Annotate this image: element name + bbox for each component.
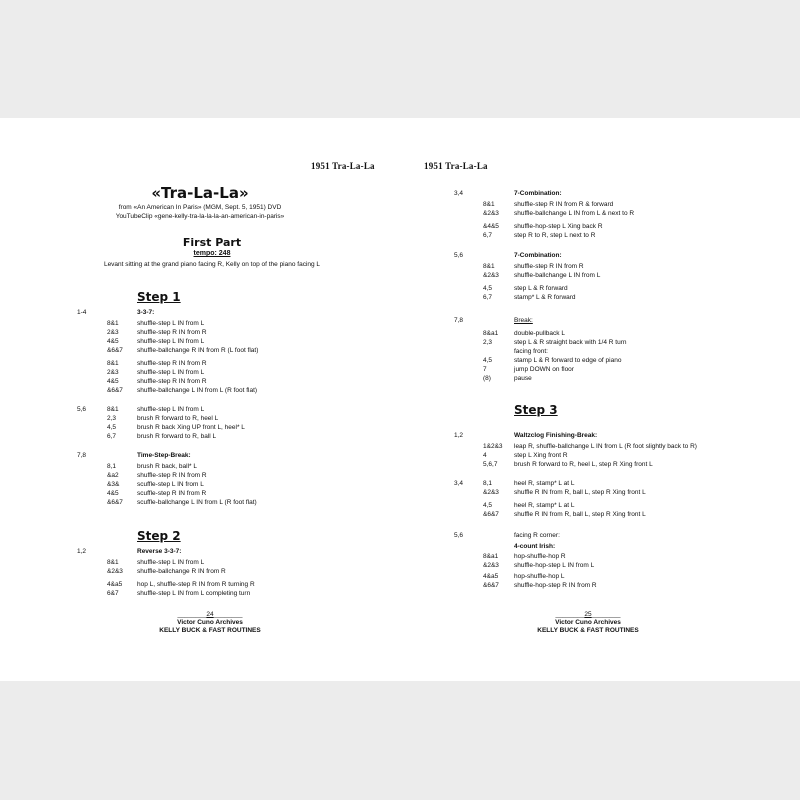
step-description: shuffle-hop-step L IN from L [514, 562, 595, 569]
phrase-count: 3,4 [454, 190, 464, 197]
beat-count: 4 [483, 452, 487, 459]
beat-count: 4,5 [483, 285, 493, 292]
phrase-count: 7,8 [454, 317, 464, 324]
step-description: scuffle-ballchange L IN from L (R foot flat) [137, 499, 257, 506]
beat-count: 8,1 [107, 463, 117, 470]
step-description: step L & R straight back with 1/4 R turn [514, 339, 627, 346]
left-footer: ________24________ Victor Cuno Archives KELLY BUCK & FAST ROUTINES [110, 611, 310, 635]
step-description: heel R, stamp* L at L [514, 502, 575, 509]
right-footer: ________25________ Victor Cuno Archives KELLY BUCK & FAST ROUTINES [488, 611, 688, 635]
step-description: hop L, shuffle-step R IN from R turning R [137, 581, 255, 588]
beat-count: 4,5 [483, 357, 493, 364]
beat-count: 2&3 [107, 369, 119, 376]
step-description: facing front: [514, 348, 548, 355]
step-description: Reverse 3-3-7: [137, 548, 182, 555]
step-description: scuffle-step L IN from L [137, 481, 204, 488]
step-description: stamp* L & R forward [514, 294, 576, 301]
step-description: shuffle-ballchange R IN from R (L foot flat) [137, 347, 259, 354]
beat-count: 4&5 [107, 378, 119, 385]
beat-count: &2&3 [483, 272, 499, 279]
step-description: shuffle-ballchange L IN from L (R foot flat) [137, 387, 258, 394]
tempo-label: tempo: 248 [193, 250, 231, 257]
step-description: Time-Step-Break: [137, 452, 191, 459]
beat-count: 4&5 [107, 338, 119, 345]
beat-count: 8&1 [107, 360, 119, 367]
step-description: shuffle-step L IN from L [137, 369, 205, 376]
page-number: 24 [206, 611, 214, 618]
step-description: double-pullback L [514, 330, 565, 337]
step-description: stamp L & R forward to edge of piano [514, 357, 622, 364]
phrase-count: 5,6 [454, 532, 464, 539]
step-description: 3-3-7: [137, 309, 155, 316]
step-description: shuffle-step L IN from L [137, 338, 205, 345]
beat-count: 7 [483, 366, 487, 373]
step-description: shuffle-step L IN from L completing turn [137, 590, 251, 597]
beat-count: 4&a5 [107, 581, 123, 588]
phrase-count: 1,2 [77, 548, 87, 555]
step-2-title: Step 2 [137, 529, 181, 543]
step-description: shuffle-step R IN from R [514, 263, 584, 270]
beat-count: &6&7 [483, 582, 499, 589]
beat-count: 8&1 [483, 201, 495, 208]
phrase-count: 5,6 [454, 252, 464, 259]
beat-count: 6,7 [483, 294, 493, 301]
step-description: brush R forward to R, heel L [137, 415, 219, 422]
beat-count: (8) [483, 375, 491, 382]
phrase-count: 7,8 [77, 452, 87, 459]
step-description: shuffle-step L IN from L [137, 406, 205, 413]
step-description: 7-Combination: [514, 190, 562, 197]
left-page [0, 118, 400, 681]
page-number: 25 [584, 611, 592, 618]
step-description: shuffle-ballchange L IN from L [514, 272, 601, 279]
beat-count: &3& [107, 481, 120, 488]
collection-name: KELLY BUCK & FAST ROUTINES [159, 627, 261, 634]
beat-count: 8&1 [107, 320, 119, 327]
beat-count: 4,5 [107, 424, 117, 431]
step-description: brush R back, ball* L [137, 463, 197, 470]
beat-count: 8&1 [107, 559, 119, 566]
phrase-count: 5,6 [77, 406, 87, 413]
beat-count: 5,6,7 [483, 461, 498, 468]
beat-count: 6&7 [107, 590, 119, 597]
step-description: shuffle-hop-step L Xing back R [514, 223, 603, 230]
step-description: jump DOWN on floor [514, 366, 574, 373]
beat-count: 4&a5 [483, 573, 499, 580]
beat-count: &a2 [107, 472, 119, 479]
step-description: shuffle-step L IN from L [137, 559, 205, 566]
beat-count: 6,7 [483, 232, 493, 239]
beat-count: &6&7 [107, 499, 123, 506]
archive-name: Victor Cuno Archives [177, 619, 243, 626]
beat-count: 2,3 [107, 415, 117, 422]
step-description: step R to R, step L next to R [514, 232, 596, 239]
beat-count: 2&3 [107, 329, 119, 336]
beat-count: 8&a1 [483, 330, 499, 337]
step-description: facing R corner: [514, 532, 560, 539]
step-description: pause [514, 375, 532, 382]
step-description: shuffle R IN from R, ball L, step R Xing front L [514, 511, 646, 518]
step-description: brush R forward to R, ball L [137, 433, 217, 440]
beat-count: 4&5 [107, 490, 119, 497]
step-description: shuffle R IN from R, ball L, step R Xing front L [514, 489, 646, 496]
step-description: 4-count Irish: [514, 543, 556, 550]
staging-note: Levant sitting at the grand piano facing R, Kelly on top of the piano facing L [103, 261, 321, 268]
step-description: hop-shuffle-hop R [514, 553, 566, 560]
beat-count: &2&3 [483, 489, 499, 496]
source-line: from «An American In Paris» (MGM, Sept. 5, 1951) DVD [118, 204, 282, 211]
beat-count: 8&a1 [483, 553, 499, 560]
step-description: leap R, shuffle-ballchange L IN from L (R foot slightly back to R) [514, 443, 697, 450]
beat-count: &6&7 [107, 387, 123, 394]
step-description: brush R forward to R, heel L, step R Xing front L [514, 461, 653, 468]
step-description: shuffle-ballchange R IN from R [137, 568, 226, 575]
phrase-count: 1,2 [454, 432, 464, 439]
beat-count: &4&5 [483, 223, 499, 230]
document-spread [0, 118, 800, 681]
phrase-count: 3,4 [454, 480, 464, 487]
step-3-title: Step 3 [514, 403, 558, 417]
step-description: shuffle-step R IN from R [137, 329, 207, 336]
beat-count: &2&3 [483, 562, 499, 569]
step-description: Break: [514, 317, 533, 324]
running-header: 1951 Tra-La-La [424, 161, 488, 171]
beat-count: &2&3 [483, 210, 499, 217]
step-description: hop-shuffle-hop L [514, 573, 565, 580]
beat-count: 8&1 [483, 263, 495, 270]
step-description: step L & R forward [514, 285, 568, 292]
step-description: shuffle-hop-step R IN from R [514, 582, 597, 589]
step-description: step L Xing front R [514, 452, 568, 459]
step-description: brush R back Xing UP front L, heel* L [137, 424, 245, 431]
step-description: Waltzclog Finishing-Break: [514, 432, 598, 439]
beat-count: &2&3 [107, 568, 123, 575]
step-description: heel R, stamp* L at L [514, 480, 575, 487]
beat-count: 2,3 [483, 339, 493, 346]
step-description: shuffle-step L IN from L [137, 320, 205, 327]
phrase-count: 1-4 [77, 309, 87, 316]
step-1-title: Step 1 [137, 290, 181, 304]
archive-name: Victor Cuno Archives [555, 619, 621, 626]
step-description: shuffle-step R IN from R [137, 472, 207, 479]
part-title: First Part [182, 236, 242, 249]
beat-count: 8&1 [107, 406, 119, 413]
beat-count: &6&7 [107, 347, 123, 354]
beat-count: 6,7 [107, 433, 117, 440]
step-description: shuffle-step R IN from R [137, 360, 207, 367]
running-header: 1951 Tra-La-La [311, 161, 375, 171]
right-page [400, 118, 800, 681]
collection-name: KELLY BUCK & FAST ROUTINES [537, 627, 639, 634]
beat-count: 8,1 [483, 480, 493, 487]
step-description: shuffle-step R IN from R [137, 378, 207, 385]
step-description: shuffle-ballchange L IN from L & next to R [514, 210, 635, 217]
step-description: scuffle-step R IN from R [137, 490, 207, 497]
song-title: «Tra-La-La» [151, 184, 249, 202]
step-description: shuffle-step R IN from R & forward [514, 201, 614, 208]
beat-count: 4,5 [483, 502, 493, 509]
beat-count: &6&7 [483, 511, 499, 518]
beat-count: 1&2&3 [483, 443, 503, 450]
step-description: 7-Combination: [514, 252, 562, 259]
youtube-line: YouTubeClip «gene-kelly-tra-la-la-la-an-american-in-paris» [115, 213, 285, 220]
